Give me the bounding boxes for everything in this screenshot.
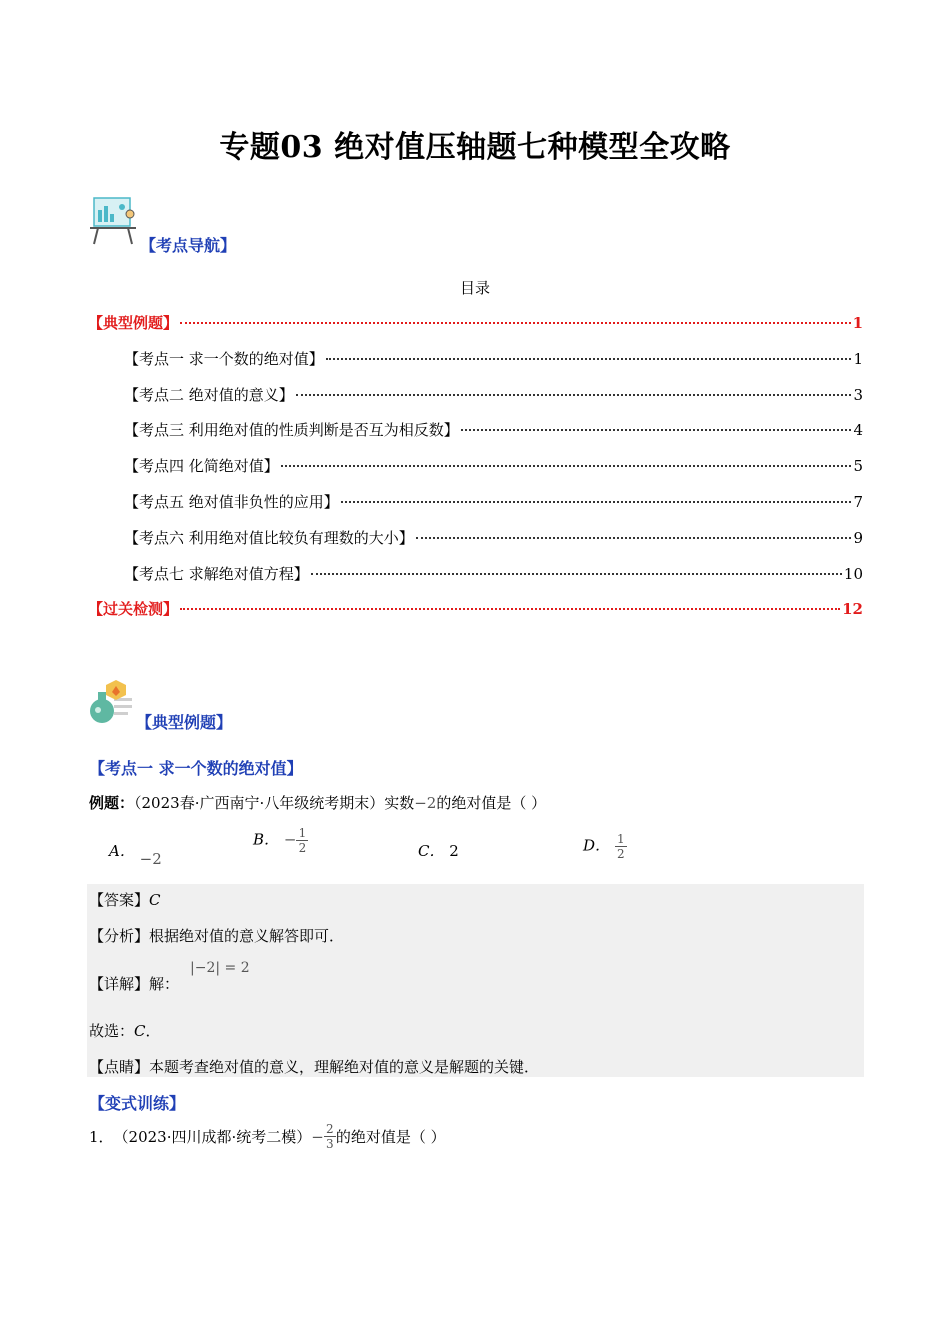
option-a bbox=[109, 840, 162, 868]
toc-entry[interactable] bbox=[124, 348, 863, 369]
topic1-header: 【考点一 求一个数的绝对值】 bbox=[89, 759, 303, 778]
option-c-letter: C． bbox=[418, 842, 445, 860]
example-text-after: 的绝对值是（ ） bbox=[436, 794, 547, 812]
toc-heading: 目录 bbox=[459, 279, 490, 297]
question-1-source: （2023·四川成都·统考二模） bbox=[113, 1128, 312, 1146]
conclusion-line bbox=[89, 1020, 161, 1041]
example-label: 例题： bbox=[89, 794, 135, 812]
option-b-letter: B． bbox=[253, 830, 280, 849]
option-d-fraction bbox=[615, 832, 627, 861]
nav-header: 【考点导航】 bbox=[140, 236, 237, 255]
toc-entry-label: 【考点三 利用绝对值的性质判断是否互为相反数】 bbox=[124, 421, 459, 440]
presentation-board-icon bbox=[88, 194, 138, 246]
toc-leader-dots bbox=[326, 358, 852, 360]
analysis-line bbox=[89, 925, 344, 946]
toc-page-number: 5 bbox=[853, 457, 863, 476]
practice-header: 【变式训练】 bbox=[89, 1094, 186, 1113]
toc-entry[interactable] bbox=[124, 455, 863, 476]
question-1-text-after: 的绝对值是（ ） bbox=[335, 1128, 446, 1146]
toc-page-number: 1 bbox=[853, 349, 863, 368]
answer-value: C bbox=[149, 891, 161, 909]
toc-page-number: 1 bbox=[852, 314, 863, 332]
question-1-num: 2 bbox=[326, 1122, 334, 1136]
toc-page-number: 12 bbox=[842, 600, 863, 619]
toc-entry-label: 【考点七 求解绝对值方程】 bbox=[124, 564, 309, 583]
question-1 bbox=[89, 1122, 446, 1151]
option-d-letter: D． bbox=[583, 836, 611, 855]
toc-leader-dots bbox=[180, 322, 851, 324]
detail-prefix: 解： bbox=[149, 975, 180, 993]
example-number: −2 bbox=[414, 794, 437, 812]
toc-entry-label: 【考点五 绝对值非负性的应用】 bbox=[124, 493, 339, 511]
detail-formula: |−2| = 2 bbox=[190, 960, 250, 976]
toc-entry-label: 【考点一 求一个数的绝对值】 bbox=[124, 349, 324, 368]
detail-line bbox=[89, 973, 179, 994]
answer-label: 【答案】 bbox=[89, 891, 150, 909]
toc-leader-dots bbox=[281, 465, 852, 467]
toc-entry[interactable] bbox=[124, 419, 863, 440]
conclusion-prefix: 故选： bbox=[89, 1022, 135, 1040]
toc-entry[interactable] bbox=[88, 598, 863, 619]
detail-label: 【详解】 bbox=[89, 975, 150, 993]
examples-header: 【典型例题】 bbox=[136, 713, 233, 732]
option-b-fraction bbox=[296, 826, 308, 855]
toc-entry[interactable] bbox=[88, 312, 863, 333]
example-text-before: （2023春·广西南宁·八年级统考期末）实数 bbox=[134, 794, 415, 812]
toc-leader-dots bbox=[311, 573, 842, 575]
toc-entry-label: 【过关检测】 bbox=[88, 600, 179, 619]
page-title: 专题03 绝对值压轴题七种模型全攻略 bbox=[219, 130, 731, 165]
toc-page-number: 7 bbox=[853, 493, 863, 511]
toc-entry-label: 【考点四 化简绝对值】 bbox=[124, 457, 279, 476]
flask-icon bbox=[86, 678, 136, 726]
conclusion-value: C bbox=[134, 1022, 146, 1040]
toc-entry-label: 【考点二 绝对值的意义】 bbox=[124, 385, 294, 404]
question-1-sign: − bbox=[311, 1127, 324, 1146]
question-1-fraction bbox=[324, 1122, 336, 1151]
answer-line bbox=[89, 889, 161, 910]
question-1-den: 3 bbox=[326, 1137, 334, 1151]
toc-entry[interactable] bbox=[124, 563, 863, 584]
comment-text: 本题考查绝对值的意义，理解绝对值的意义是解题的关键． bbox=[149, 1058, 540, 1076]
option-c-value: 2 bbox=[449, 842, 459, 860]
toc-page-number: 4 bbox=[853, 421, 863, 440]
toc-page-number: 10 bbox=[843, 564, 863, 583]
comment-line bbox=[89, 1056, 539, 1077]
toc-leader-dots bbox=[296, 394, 852, 396]
option-b-num: 1 bbox=[298, 826, 307, 840]
conclusion-suffix: ． bbox=[145, 1022, 161, 1040]
option-b-sign: − bbox=[283, 830, 297, 849]
toc-leader-dots bbox=[341, 501, 852, 503]
comment-label: 【点睛】 bbox=[89, 1058, 150, 1076]
option-d bbox=[583, 832, 627, 861]
toc-leader-dots bbox=[180, 608, 840, 610]
toc-page-number: 9 bbox=[853, 528, 863, 547]
toc-entry[interactable] bbox=[124, 527, 863, 548]
toc-leader-dots bbox=[461, 429, 852, 431]
example-question bbox=[89, 792, 546, 813]
solution-box bbox=[87, 884, 864, 1077]
option-b bbox=[253, 826, 308, 855]
option-a-letter: A． bbox=[109, 842, 135, 860]
option-c bbox=[418, 840, 459, 861]
option-a-value: −2 bbox=[139, 850, 162, 868]
analysis-text: 根据绝对值的意义解答即可． bbox=[149, 927, 345, 945]
toc-entry-label: 【考点六 利用绝对值比较负有理数的大小】 bbox=[124, 528, 414, 547]
toc-page-number: 3 bbox=[853, 385, 863, 404]
toc-entry-label: 【典型例题】 bbox=[88, 314, 179, 332]
toc-entry[interactable] bbox=[124, 491, 863, 512]
option-d-num: 1 bbox=[616, 832, 625, 846]
analysis-label: 【分析】 bbox=[89, 927, 150, 945]
toc-leader-dots bbox=[416, 537, 852, 539]
toc-entry[interactable] bbox=[124, 384, 863, 405]
option-b-den: 2 bbox=[298, 841, 307, 855]
question-1-number: 1． bbox=[89, 1128, 114, 1146]
option-d-den: 2 bbox=[616, 847, 625, 861]
